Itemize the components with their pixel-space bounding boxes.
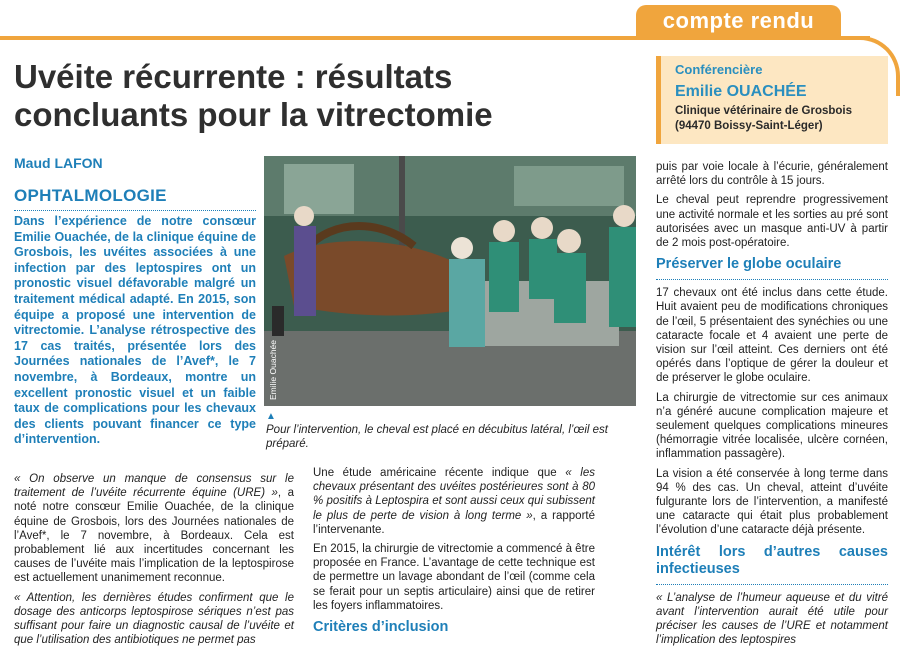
col3-paragraph-5: La vision a été conservée à long terme dans 94 % des cas. Un cheval, atteint d’uvéite fulgurante lors de l’intervention, a manifesté une cataracte qui était plus probablement l’évolution d’une cataracte déjà présente. [656,467,888,537]
lead-paragraph: Dans l’expérience de notre consœur Emilie Ouachée, de la clinique équine de Grosbois, les uvéites associées à une infection par des leptospires ont un pronostic visuel défavorable malgré un traitement médical adapté. En 2015, son équipe a proposé une intervention de vitrectomie. L’analyse rétrospective des 17 cas traités, présentée lors des Journées nationales de l’Avef*, le 7 novembre, à Bordeaux, montre un excellent pronostic visuel et un faible taux de complications pour les chevaux des clients pouvant financer ce type d’intervention. [14,214,256,447]
col2-paragraph-1 [313,466,595,537]
speaker-role: Conférencière [675,62,763,77]
speaker-clinic-line2: (94470 Boissy-Saint-Léger) [675,120,823,132]
column-3 [656,160,888,652]
col2-heading-inclusion: Critères d’inclusion [313,619,449,636]
col3-paragraph-2: Le cheval peut reprendre progressivement une activité normale et les sorties au pré sont autorisées avec un masque anti-UV à partir de 2 mois post-opératoire. [656,194,888,250]
author-name: Maud LAFON [14,155,103,171]
col2-text-1b: , a rapporté l’intervenante. [313,509,595,536]
speaker-clinic-line1: Clinique vétérinaire de Grosbois [675,105,853,117]
col3-quote: « L’analyse de l’humeur aqueuse et du vitré avant l’intervention aurait été utile pour préciser les causes de l’URE et notamment l’implication des leptospires [656,591,888,647]
col1-paragraph-2 [14,591,294,648]
rubric-heading: OPHTALMOLOGIE [14,186,167,205]
col1-quote-2: « Attention, les dernières études confirment que le dosage des anticorps leptospirose sériques n’est pas suffisant pour faire un diagnostic causal de l’uvéite et que l’utilisation des antibiotiques ne permet pas [14,591,294,647]
speaker-box [656,56,888,144]
column-1 [14,472,294,652]
surgery-photo-illustration [264,156,636,406]
surgery-photo [264,156,636,406]
article-title [14,58,654,134]
col2-paragraph-2: En 2015, la chirurgie de vitrectomie a commencé à être proposée en France. L’avantage de cette technique est de permettre un lavage abondant de l’œil (comme cela se ferait pour un septis articulaire) ainsi que de retirer les foyers inflammatoires. [313,543,595,612]
title-line-1: Uvéite récurrente : résultats [14,58,453,95]
speaker-name: Emilie OUACHÉE [675,83,807,100]
col1-quote-1: « On observe un manque de consensus sur le traitement de l’uvéite récurrente équine (URE) » [14,473,294,500]
col3-heading-infectious: Intérêt lors d’autres causes infectieuses [656,543,888,577]
col3-paragraph-4: La chirurgie de vitrectomie sur ces animaux n’a généré aucune complication majeure et seulement quelques complications mineures (hémorragie vitrée localisée, ulcère cornéen, inflammation passagère). [656,391,888,461]
photo-caption: Pour l’intervention, le cheval est placé en décubitus latéral, l’œil est préparé. [266,424,608,450]
section-tab: compte rendu [636,5,841,37]
col3-heading-globe: Préserver le globe oculaire [656,256,842,273]
column-2 [313,466,595,642]
top-rule [0,36,870,40]
col3-paragraph-6 [656,591,888,648]
rubric-rule [14,210,256,211]
col3-heading-rule-1 [656,279,888,280]
speaker-clinic [675,104,878,134]
col1-paragraph-1 [14,472,294,586]
col3-paragraph-1: puis par voie locale à l’écurie, généralement arrêté lors du contrôle à 15 jours. [656,161,888,188]
col2-quote-1: « les chevaux présentant des uvéites postérieures sont à 80 % positifs à Leptospira et sont aussi ceux qui subissent le plus de perte de vision à long terme » [313,467,595,522]
col1-text-1: , a noté notre consœur Emilie Ouachée, de la clinique équine de Grosbois, lors des Journées nationales de l’Avef*, le 7 novembre, à Bordeaux. Cela est probablement lié aux incertitudes concernant les causes de l’uvéite mais l’implication de la leptospirose est actuellement unanimement reconnue. [14,487,294,585]
photo-credit: Emilie Ouachée [268,339,278,400]
title-line-2: concluants pour la vitrectomie [14,96,493,133]
col3-paragraph-3: 17 chevaux ont été inclus dans cette étude. Huit avaient peu de modifications chroniques de l’œil, 5 présentaient des synéchies ou une cataracte focale et 4 avaient une perte de vision sur l’œil atteint. Ces derniers ont été opérés dans l’optique de gérer la douleur et de préserver le globe oculaire. [656,287,888,385]
col3-heading-rule-2 [656,584,888,585]
col2-text-1a: Une étude américaine récente indique que [313,467,566,479]
caption-marker: ▲ [266,411,276,422]
